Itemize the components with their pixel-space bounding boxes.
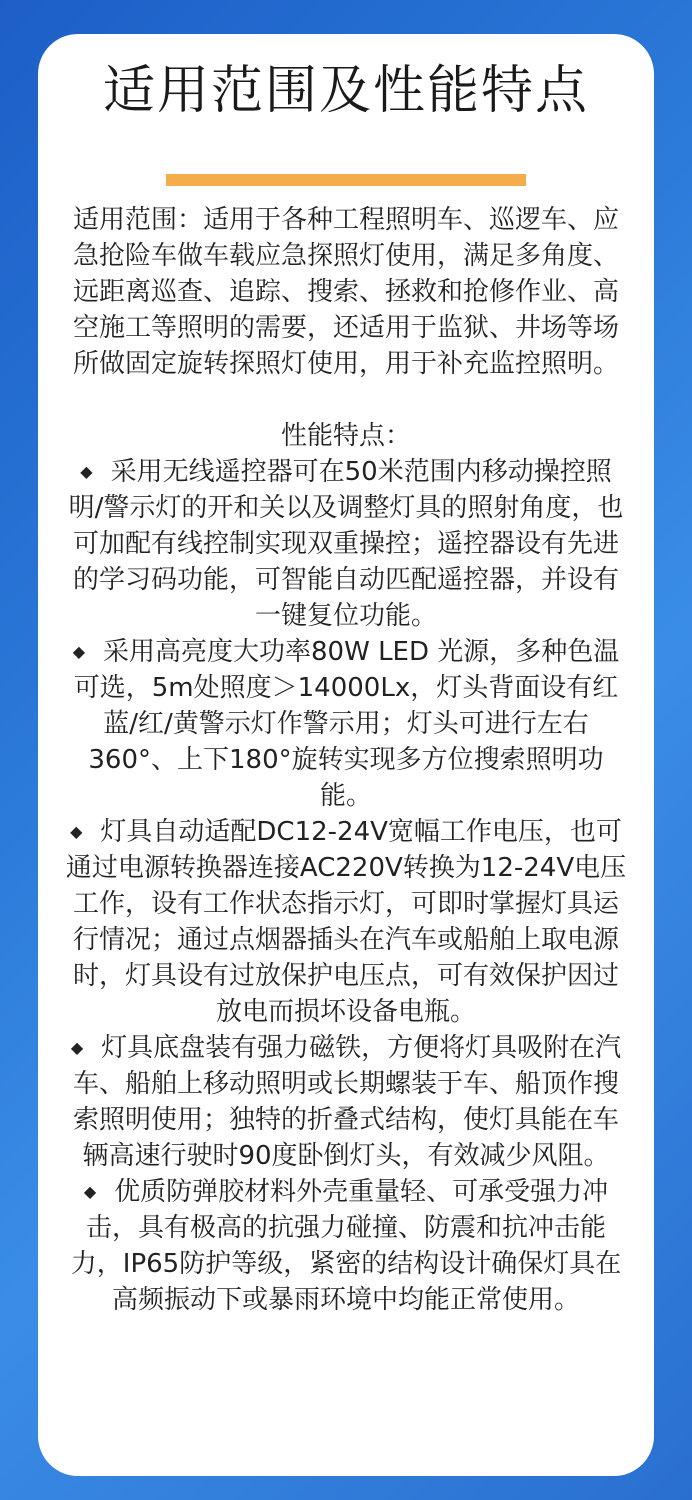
diamond-bullet-icon: ◆: [72, 642, 86, 661]
feature-item: [64, 814, 628, 1030]
feature-item: [64, 634, 628, 814]
feature-text: 采用高亮度大功率80W LED 光源，多种色温可选，5m处照度＞14000Lx，灯头背面设有红蓝/红/黄警示灯作警示用；灯头可进行左右360°、上下180°旋转实现多方位搜索照明功能。: [73, 637, 620, 811]
page-title: 适用范围及性能特点: [102, 61, 589, 121]
scope-label: 适用范围：: [72, 205, 203, 235]
diamond-bullet-icon: ◆: [70, 1038, 84, 1057]
diamond-bullet-icon: ◆: [70, 822, 83, 841]
feature-text: 灯具底盘装有强力磁铁，方便将灯具吸附在汽车、船舶上移动照明或长期螺装于车、船顶作搜索照明使用；独特的折叠式结构，使灯具能在车辆高速行驶时90度卧倒灯头，有效减少风阻。: [72, 1033, 622, 1171]
scope-paragraph: [64, 202, 628, 382]
feature-item: [64, 454, 628, 634]
feature-item: [64, 1030, 628, 1174]
diamond-bullet-icon: ◆: [80, 462, 93, 481]
feature-item: [64, 1174, 628, 1318]
scope-text: 适用于各种工程照明车、巡逻车、应急抢险车做车载应急探照灯使用，满足多角度、远距离巡查、追踪、搜索、拯救和抢修作业、高空施工等照明的需要，还适用于监狱、井场等场所做固定旋转探照灯使用，用于补充监控照明。: [72, 205, 620, 379]
diamond-bullet-icon: ◆: [83, 1182, 97, 1201]
content-card: [38, 34, 654, 1476]
feature-text: 灯具自动适配DC12-24V宽幅工作电压，也可通过电源转换器连接AC220V转换为12-24V电压工作，设有工作状态指示灯，可即时掌握灯具运行情况；通过点烟器插头在汽车或船舶上取电源时，灯具设有过放保护电压点，可有效保护因过放电而损坏设备电瓶。: [65, 817, 627, 1027]
features-heading: 性能特点：: [280, 421, 411, 451]
feature-text: 采用无线遥控器可在50米范围内移动操控照明/警示灯的开和关以及调整灯具的照射角度，也可加配有线控制实现双重操控；遥控器设有先进的学习码功能，可智能自动匹配遥控器，并设有一键复位功能。: [68, 457, 624, 631]
title-underline-bar: [166, 174, 526, 186]
features-list: [64, 454, 628, 1318]
content-body: [64, 202, 628, 1318]
feature-text: 优质防弹胶材料外壳重量轻、可承受强力冲击，具有极高的抗强力碰撞、防震和抗冲击能力，IP65防护等级，紧密的结构设计确保灯具在高频振动下或暴雨环境中均能正常使用。: [70, 1177, 622, 1315]
